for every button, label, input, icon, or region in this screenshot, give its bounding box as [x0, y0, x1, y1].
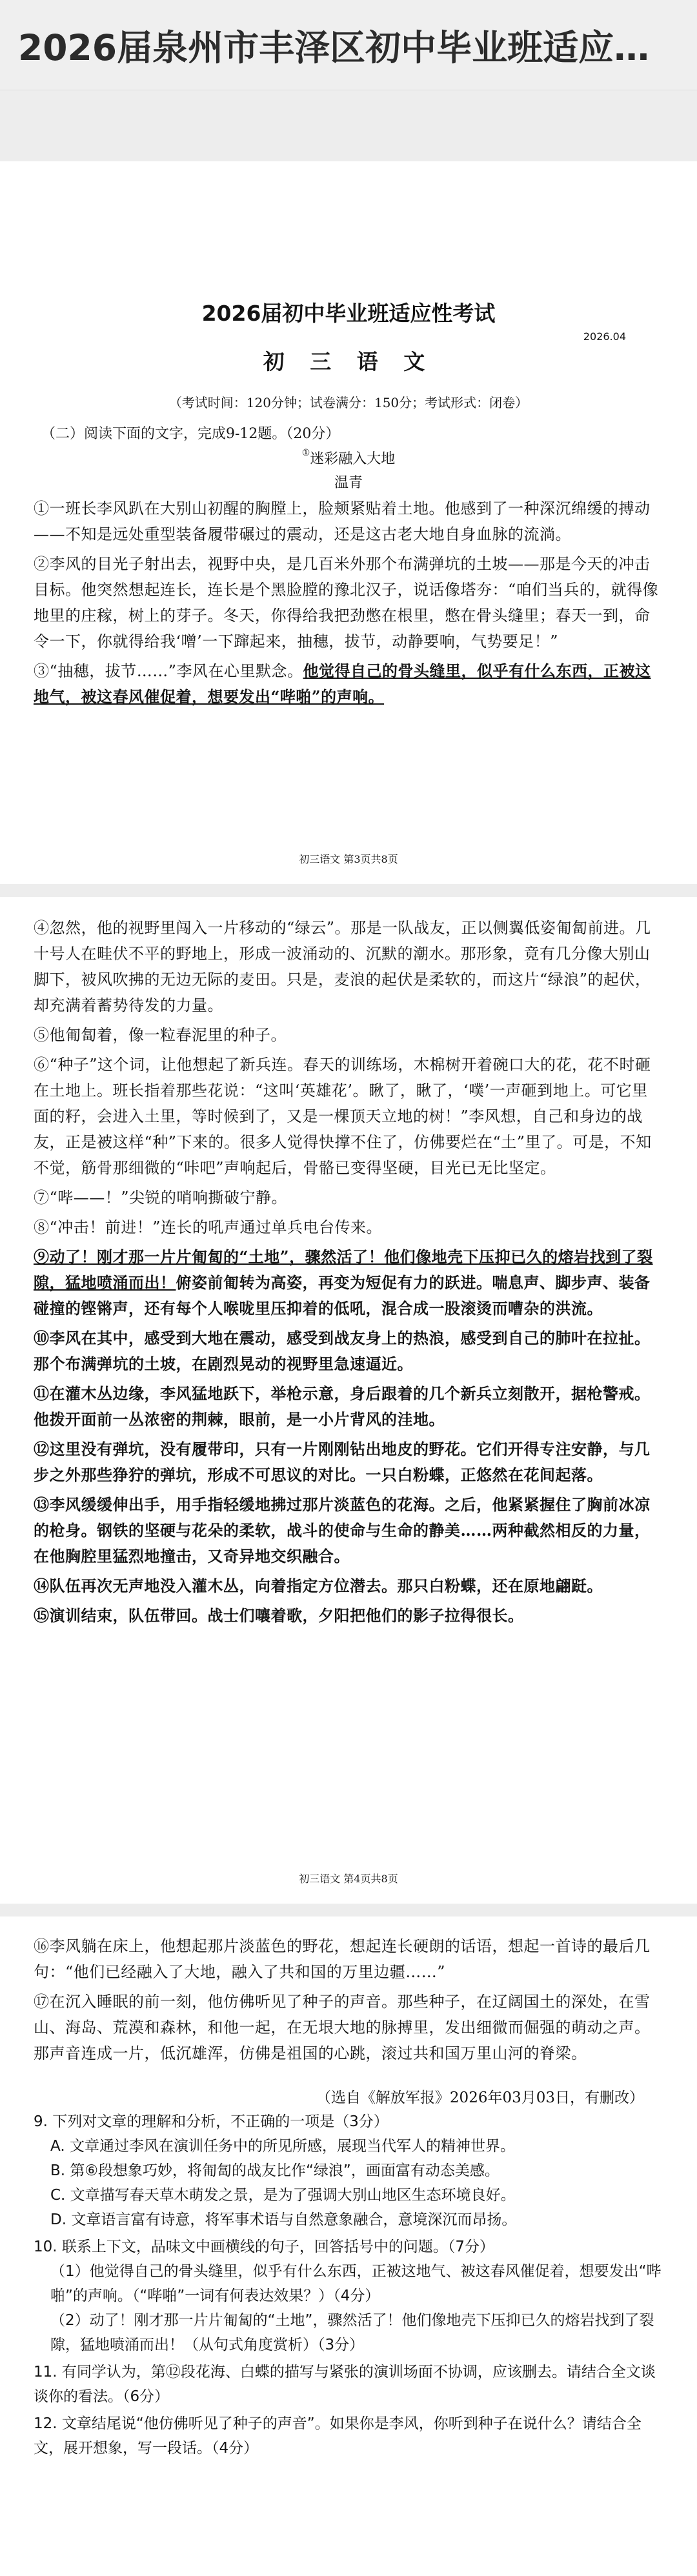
question-12: 12. 文章结尾说“他仿佛听见了种子的声音”。如果你是李风，你听到种子在说什么？请结合全文，展开想象，写一段话。（4分）: [34, 2415, 641, 2457]
paragraph: ⑰在沉入睡眠的前一刻，他仿佛听见了种子的声音。那些种子，在辽阔国土的深处，在雪山、海岛、荒漠和森林，和他一起，在无垠大地的脉搏里，发出细微而倔强的萌动之声。那声音连成一片，低沉雄浑，仿佛是祖国的心跳，滚过共和国万里山河的脊梁。: [34, 1993, 651, 2062]
question-10-part-2: （2）动了！刚才那一片片匍匐的“土地”，骤然活了！他们像地壳下压抑已久的熔岩找到了裂隙，猛地喷涌而出！（从句式角度赏析）（3分）: [50, 2312, 654, 2353]
article-source: （选自《解放军报》2026年03月03日，有删改）: [316, 2089, 644, 2106]
paragraph: [34, 658, 663, 710]
exam-date: 2026.04: [583, 330, 626, 343]
page-footer: 初三语文 第4页共8页: [299, 1873, 398, 1885]
option-d: D. 文章语言富有诗意，将军事术语与自然意象融合，意境深沉而昂扬。: [50, 2211, 517, 2228]
paragraph-text: 俯姿前匍转为高姿，再变为短促有力的跃进。喘息声、脚步声、装备碰撞的铿锵声，还有每个人喉咙里压抑着的低吼，混合成一股滚烫而嘈杂的洪流。: [34, 1273, 651, 1318]
exam-info: （考试时间：120分钟；试卷满分：150分；考试形式：闭卷）: [168, 395, 529, 410]
paragraph: ⑭队伍再次无声地没入灌木丛，向着指定方位潜去。那只白粉蝶，还在原地翩跹。: [34, 1576, 603, 1595]
paragraph: ⑧“冲击！前进！”连长的吼声通过单兵电台传来。: [34, 1218, 383, 1236]
title-bar: [0, 0, 697, 90]
paragraph: ⑪在灌木丛边缘，李风猛地跃下，举枪示意，身后跟着的几个新兵立刻散开，据枪警戒。他拨开面前一丛浓密的荆棘，眼前，是一小片背风的洼地。: [34, 1384, 651, 1429]
exam-page-4: [0, 897, 697, 1904]
exam-page-5: [0, 1917, 697, 2576]
exam-title: 2026届初中毕业班适应性考试: [201, 301, 496, 326]
paragraph: ⑫这里没有弹坑，没有履带印，只有一片刚刚钻出地皮的野花。它们开得专注安静，与几步之外那些狰狞的弹坑，形成不可思议的对比。一只白粉蝶，正悠然在花间起落。: [34, 1440, 651, 1484]
option-b: B. 第⑥段想象巧妙，将匍匐的战友比作“绿浪”，画面富有动态美感。: [50, 2162, 500, 2179]
paragraph: ⑬李风缓缓伸出手，用手指轻缓地拂过那片淡蓝色的花海。之后，他紧紧握住了胸前冰凉的枪身。钢铁的坚硬与花朵的柔软，战斗的使命与生命的静美……两种截然相反的力量，在他胸腔里猛烈地撞击，又奇异地交织融合。: [34, 1495, 651, 1565]
article-author: 温青: [334, 475, 363, 491]
question-10-part-1: （1）他觉得自己的骨头缝里，似乎有什么东西，正被这地气、被这春风催促着，想要发出“哔啪”的声响。（“哔啪”一词有何表达效果？）（4分）: [50, 2263, 662, 2304]
question-11: 11. 有同学认为，第⑫段花海、白蝶的描写与紧张的演训场面不协调，应该删去。请结合全文谈谈你的看法。（6分）: [34, 2364, 656, 2405]
paragraph: ⑦“哔——！”尖锐的哨响撕破宁静。: [34, 1189, 288, 1207]
paragraph: ⑩李风在其中，感受到大地在震动，感受到战友身上的热浪，感受到自己的肺叶在拉扯。那个布满弹坑的土坡，在剧烈晃动的视野里急速逼近。: [34, 1329, 651, 1373]
paragraph: ①一班长李风趴在大别山初醒的胸膛上，脸颊紧贴着土地。他感到了一种深沉绵缓的搏动——不知是远处重型装备履带碾过的震动，还是这古老大地自身血脉的流淌。: [34, 499, 651, 543]
paragraph: ④忽然，他的视野里闯入一片移动的“绿云”。那是一队战友，正以侧翼低姿匍匐前进。几十号人在畦伏不平的野地上，形成一波涌动的、沉默的潮水。那形象，竟有几分像大别山脚下，被风吹拂的无边无际的麦田。只是，麦浪的起伏是柔软的，而这片“绿浪”的起伏，却充满着蓄势待发的力量。: [34, 919, 651, 1014]
question-10: 10. 联系上下文，品味文中画横线的句子，回答括号中的问题。（7分）: [34, 2239, 495, 2255]
paragraph: ⑯李风躺在床上，他想起那片淡蓝色的野花，想起连长硬朗的话语，想起一首诗的最后几句：“他们已经融入了大地，融入了共和国的万里边疆……”: [34, 1937, 651, 1981]
option-a: A. 文章通过李风在演训任务中的所见所感，展现当代军人的精神世界。: [50, 2138, 515, 2155]
paragraph: ⑮演训结束，队伍带回。战士们嚷着歌，夕阳把他们的影子拉得很长。: [34, 1606, 524, 1625]
paragraph: ⑥“种子”这个词，让他想起了新兵连。春天的训练场，木棉树开着碗口大的花，花不时砸在土地上。班长指着那些花说：“这叫‘英雄花’。瞅了，瞅了，‘噗’一声砸到地上。可它里面的籽，会进入土里，等时候到了，又是一棵顶天立地的树！”李风想，自己和身边的战友，正是被这样“种”下来的。很多人觉得快撑不住了，仿佛要烂在“土”里了。可是，不知不觉，筋骨那细微的“咔吧”声响起后，骨骼已变得坚硬，目光已无比坚定。: [34, 1056, 652, 1177]
section-heading: （二）阅读下面的文字，完成9-12题。（20分）: [41, 426, 340, 442]
underlined-sentence: 他觉得自己的骨头缝里，似乎有什么东西，正被这地气，被这春风催促着，想要发出“哔啪”的声响。: [34, 661, 651, 706]
paragraph-text: ③“抽穗，拔节……”李风在心里默念。: [34, 662, 303, 680]
paragraph: ⑤他匍匐着，像一粒春泥里的种子。: [34, 1026, 287, 1044]
document-title: 2026届泉州市丰泽区初中毕业班适应…: [18, 27, 650, 68]
paragraph: [34, 1244, 663, 1322]
article-title: [34, 448, 663, 468]
article-title-text: 迷彩融入大地: [310, 451, 396, 467]
footnote-marker: ①: [301, 448, 310, 458]
exam-subject: 初 三 语 文: [263, 349, 434, 374]
underlined-sentence: ⑨动了！刚才那一片片匍匐的“土地”，骤然活了！他们像地壳下压抑已久的熔岩找到了裂隙，猛地喷涌而出！: [34, 1247, 653, 1292]
page-footer: 初三语文 第3页共8页: [299, 853, 398, 865]
question-9: 9. 下列对文章的理解和分析，不正确的一项是（3分）: [34, 2113, 389, 2130]
option-c: C. 文章描写春天草木萌发之景，是为了强调大别山地区生态环境良好。: [50, 2187, 516, 2204]
paragraph: ②李风的目光子射出去，视野中央，是几百米外那个布满弹坑的土坡——那是今天的冲击目标。他突然想起连长，连长是个黑脸膛的豫北汉子，说话像塔夯：“咱们当兵的，就得像地里的庄稼，树上的芽子。冬天，你得给我把劲憋在根里，憋在骨头缝里；春天一到，命令一下，你就得给我‘噌’一下蹿起来，抽穗，拔节，动静要响，气势要足！”: [34, 555, 659, 650]
exam-page-3: [0, 161, 697, 884]
